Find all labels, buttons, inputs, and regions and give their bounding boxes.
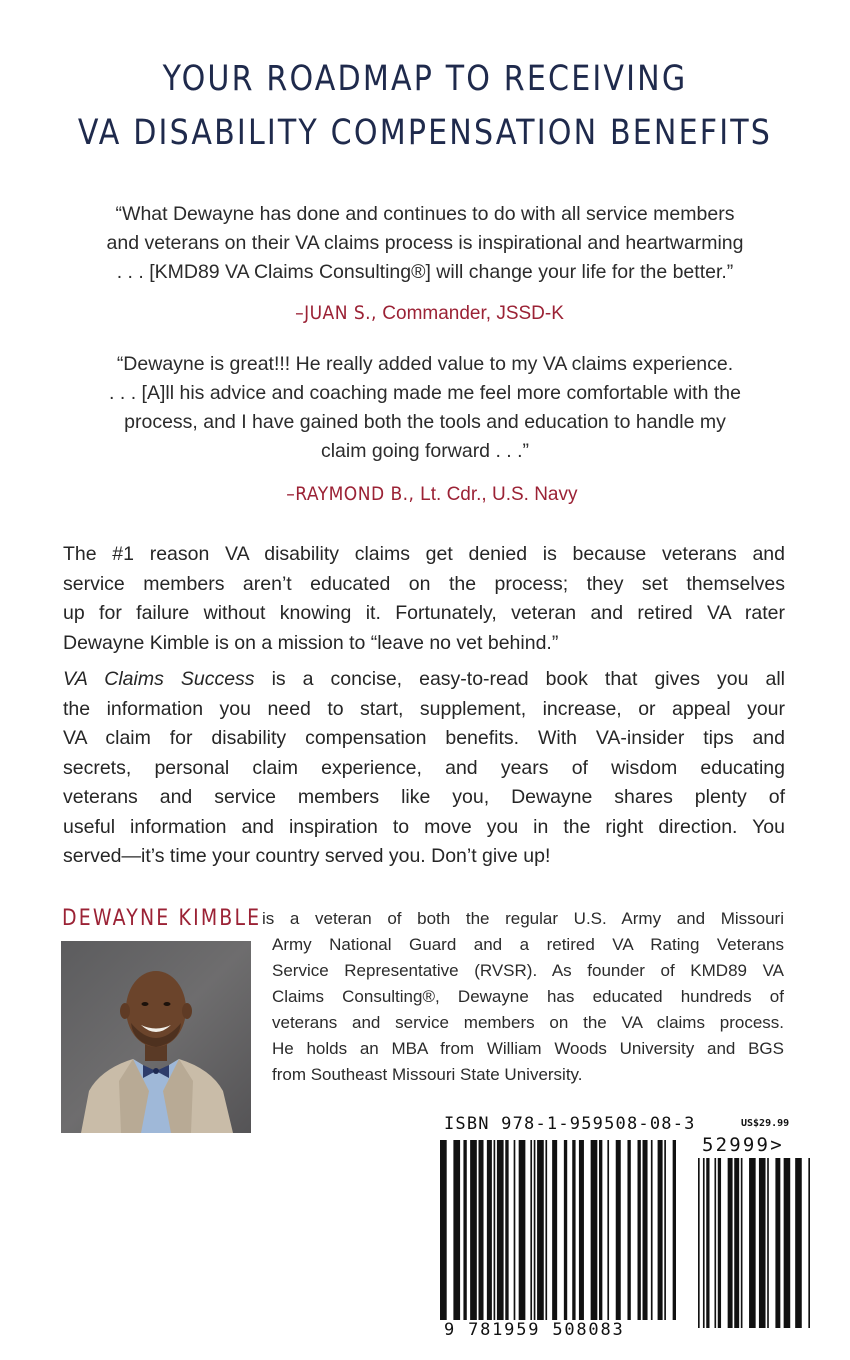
attribution-title: Lt. Cdr., U.S. Navy: [414, 484, 578, 505]
text-line: up for failure without knowing it. Fortunately, veteran and retired VA rater: [63, 602, 785, 624]
barcode-bar: [706, 1158, 709, 1328]
barcode-bar: [497, 1140, 504, 1320]
quote-line: . . . [KMD89 VA Claims Consulting®] will change your life for the better.”: [116, 261, 734, 283]
author-photo: [61, 941, 251, 1133]
quote-line: “Dewayne is great!!! He really added value to my VA claims experience.: [116, 353, 734, 375]
barcode-bar: [534, 1140, 536, 1320]
testimonial-quote-1: [40, 200, 810, 287]
description-paragraph-2: [63, 665, 785, 872]
quote-line: process, and I have gained both the tools and education to handle my: [124, 411, 726, 433]
barcode-bar: [627, 1140, 630, 1320]
barcode-bar: [470, 1140, 477, 1320]
barcode-bar: [463, 1140, 466, 1320]
text-line: secrets, personal claim experience, and years of wisdom educating: [63, 756, 785, 779]
bio-line: from Southeast Missouri State University.: [272, 1065, 583, 1084]
quote-line: “What Dewayne has done and continues to do with all service members: [115, 203, 735, 225]
barcode-bar: [784, 1158, 791, 1328]
bio-line: Army National Guard and a retired VA Rating Veterans: [272, 935, 784, 954]
barcode-bar: [734, 1158, 739, 1328]
barcode-bar: [537, 1140, 544, 1320]
text-line: The #1 reason VA disability claims get denied is because veterans and: [63, 543, 785, 565]
ean-digits: 9 781959 508083: [444, 1320, 625, 1340]
barcode-bar: [579, 1140, 584, 1320]
barcode-bar: [664, 1140, 666, 1320]
barcode-bar: [607, 1140, 609, 1320]
price-barcode: [698, 1158, 810, 1328]
text-fragment: is a concise, easy-to-read book that gives you all: [254, 668, 785, 690]
text-line: the information you need to start, supplement, increase, or appeal your: [63, 697, 785, 720]
barcode-bar: [616, 1140, 621, 1320]
headline: [60, 52, 791, 160]
text-line: VA claim for disability compensation benefits. With VA-insider tips and: [63, 727, 785, 749]
barcode-bar: [698, 1158, 700, 1328]
barcode-bar: [638, 1140, 641, 1320]
barcode-bar: [651, 1140, 653, 1320]
testimonial-attribution-2: [0, 483, 850, 506]
barcode-bar: [487, 1140, 492, 1320]
barcode-bar: [519, 1140, 526, 1320]
barcode-bar: [658, 1140, 663, 1320]
bio-line: He holds an MBA from William Woods University and BGS: [272, 1039, 784, 1058]
barcode-bar: [494, 1140, 496, 1320]
barcode-bar: [564, 1140, 567, 1320]
barcode-bar: [643, 1140, 648, 1320]
barcode-bar: [728, 1158, 733, 1328]
bio-line: Claims Consulting®, Dewayne has educated hundreds of: [272, 987, 784, 1006]
author-bio-first-line: [262, 906, 784, 932]
headline-line-1: YOUR ROADMAP TO RECEIVING: [162, 59, 688, 99]
author-name: DEWAYNE KIMBLE: [62, 906, 262, 931]
description-paragraph-1: [63, 540, 785, 658]
barcode-bar: [808, 1158, 810, 1328]
barcode-bar: [505, 1140, 508, 1320]
text-line: useful information and inspiration to move you in the right direction. You: [63, 815, 785, 838]
barcode-bar: [552, 1140, 557, 1320]
text-line: served—it’s time your country served you. Don’t give up!: [63, 845, 551, 867]
barcode-bar: [591, 1140, 598, 1320]
bio-line: is a veteran of both the regular U.S. Army and Missouri: [262, 909, 784, 928]
barcode-bar: [545, 1140, 547, 1320]
barcode-bar: [718, 1158, 721, 1328]
testimonial-attribution-1: [0, 302, 850, 325]
book-title: VA Claims Success: [63, 668, 255, 690]
barcode-bar: [795, 1158, 802, 1328]
attribution-name: –RAYMOND B.,: [286, 483, 415, 505]
barcode-bar: [673, 1140, 676, 1320]
barcode-bar: [759, 1158, 766, 1328]
price-addon-digits: 52999>: [702, 1134, 784, 1156]
text-line: [63, 665, 785, 695]
quote-line: . . . [A]ll his advice and coaching made me feel more comfortable with the: [109, 382, 741, 404]
quote-line: and veterans on their VA claims process is inspirational and heartwarming: [106, 232, 744, 254]
barcode-bar: [749, 1158, 756, 1328]
bio-line: veterans and service members on the VA claims process.: [272, 1013, 784, 1032]
barcode-bar: [775, 1158, 780, 1328]
text-line: service members aren’t educated on the process; they set themselves: [63, 572, 785, 595]
headline-line-2: VA DISABILITY COMPENSATION BENEFITS: [77, 113, 773, 153]
attribution-title: Commander, JSSD-K: [377, 303, 564, 324]
barcode-bar: [767, 1158, 769, 1328]
barcode-bar: [453, 1140, 460, 1320]
barcode-bar: [572, 1140, 575, 1320]
quote-line: claim going forward . . .”: [320, 440, 530, 462]
isbn-label: ISBN 978-1-959508-08-3: [444, 1114, 696, 1134]
bio-line: Service Representative (RVSR). As founder of KMD89 VA: [272, 961, 784, 980]
barcode-bar: [530, 1140, 532, 1320]
isbn-barcode: [440, 1140, 676, 1320]
attribution-name: –JUAN S.,: [295, 302, 377, 324]
barcode-bar: [479, 1140, 484, 1320]
barcode-bar: [440, 1140, 447, 1320]
price-label: US$29.99: [741, 1118, 790, 1129]
testimonial-quote-2: [40, 350, 810, 466]
author-portrait-illustration: [61, 941, 251, 1133]
barcode-bar: [599, 1140, 602, 1320]
text-line: veterans and service members like you, Dewayne shares plenty of: [63, 786, 785, 808]
barcode-bar: [741, 1158, 743, 1328]
barcode-bar: [703, 1158, 705, 1328]
author-bio: [272, 932, 784, 1088]
barcode-bar: [514, 1140, 516, 1320]
text-line: Dewayne Kimble is on a mission to “leave no vet behind.”: [63, 631, 559, 654]
barcode-bar: [714, 1158, 716, 1328]
